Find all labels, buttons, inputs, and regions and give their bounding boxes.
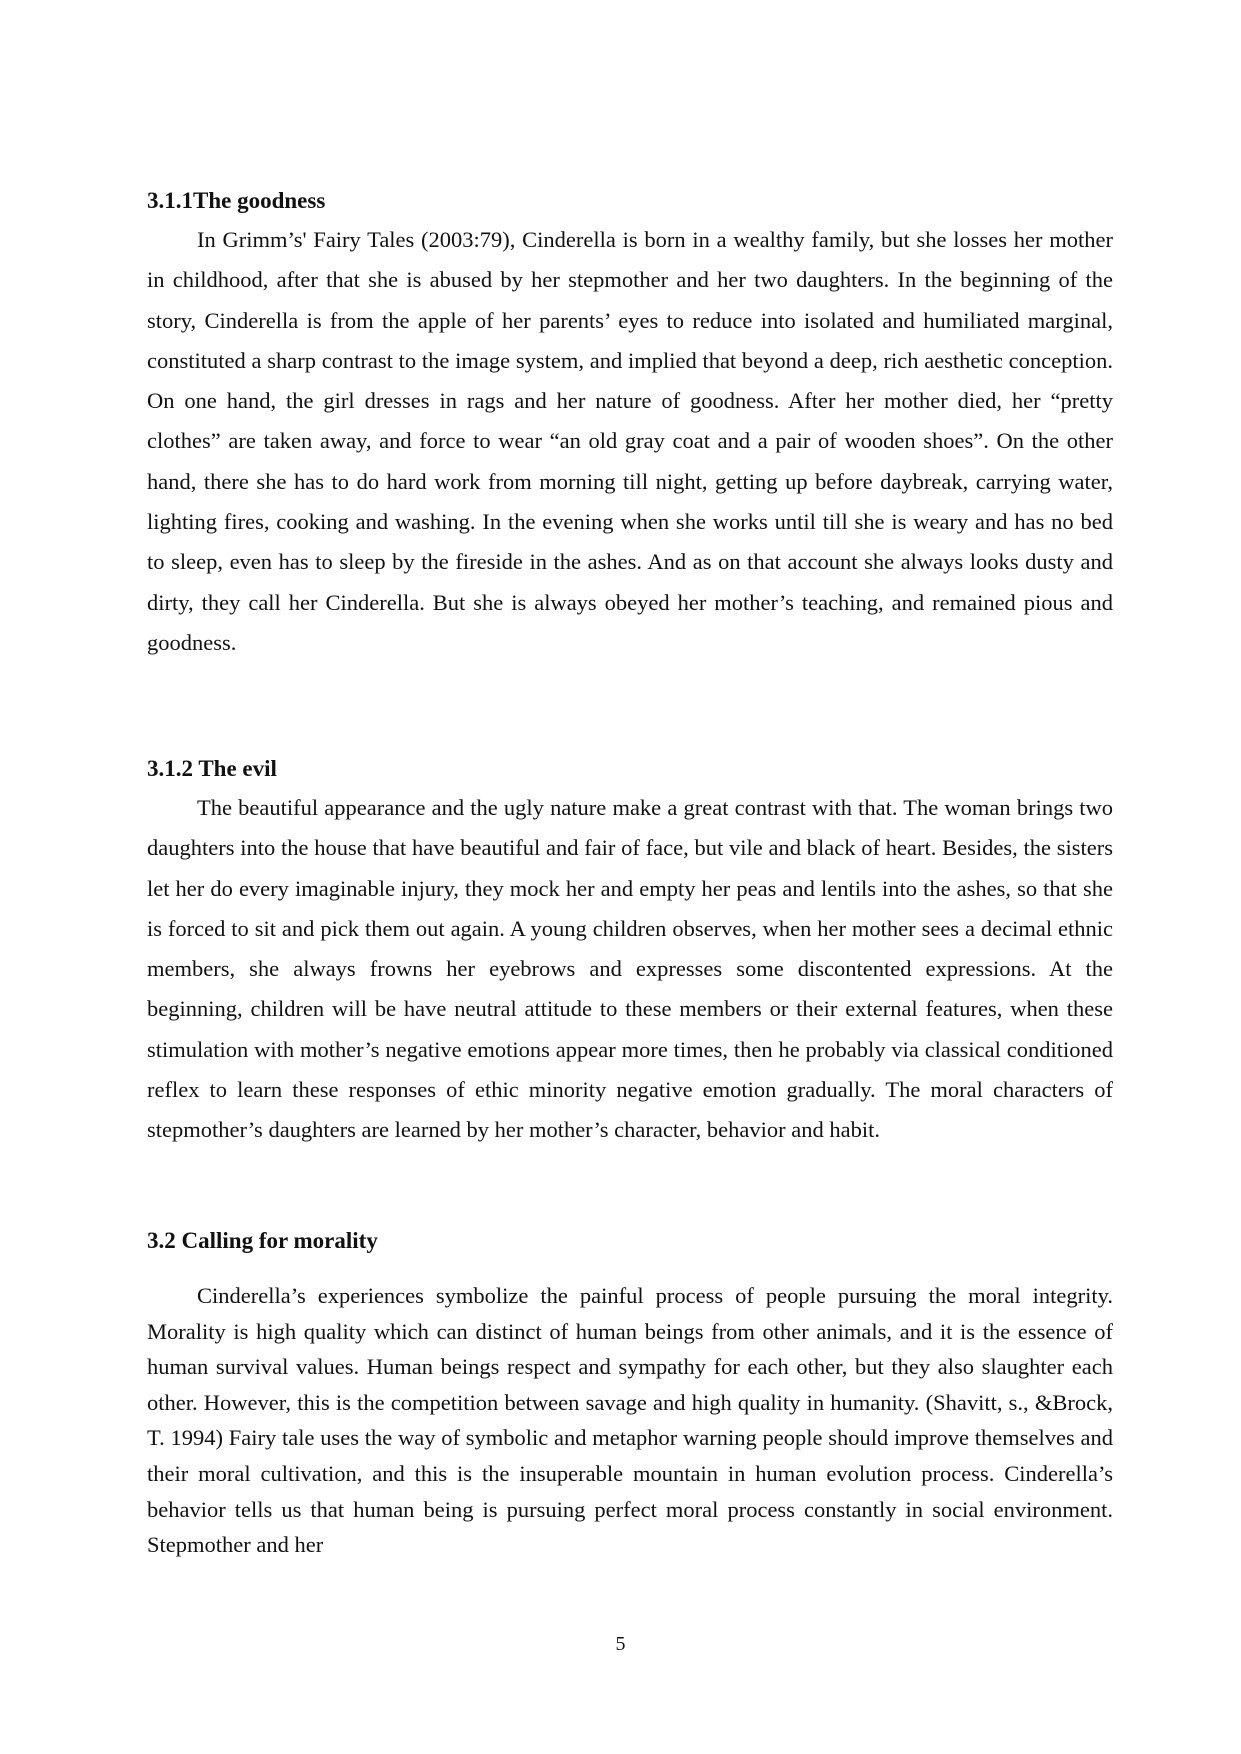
section-calling-for-morality: [147, 1226, 1113, 1563]
section-heading: 3.2 Calling for morality: [147, 1228, 378, 1253]
section-paragraph: In Grimm’s' Fairy Tales (2003:79), Cinderella is born in a wealthy family, but she losses her mother in childhood, after that she is abused by her stepmother and her two daughters. In the beginning of the story, Cinderella is from the apple of her parents’ eyes to reduce into isolated and humiliated marginal, constituted a sharp contrast to the image system, and implied that beyond a deep, rich aesthetic conception. On one hand, the girl dresses in rags and her nature of goodness. After her mother died, her “pretty clothes” are taken away, and force to wear “an old gray coat and a pair of wooden shoes”. On the other hand, there she has to do hard work from morning till night, getting up before daybreak, carrying water, lighting fires, cooking and washing. In the evening when she works until till she is weary and has no bed to sleep, even has to sleep by the fireside in the ashes. And as on that account she always looks dusty and dirty, they call her Cinderella. But she is always obeyed her mother’s teaching, and remained pious and goodness.: [147, 227, 1113, 655]
section-heading: 3.1.2 The evil: [147, 756, 277, 781]
section-heading: 3.1.1The goodness: [147, 188, 326, 213]
page-number: 5: [615, 1633, 626, 1655]
section-paragraph: The beautiful appearance and the ugly nature make a great contrast with that. The woman brings two daughters into the house that have beautiful and fair of face, but vile and black of heart. Besides, the sisters let her do every imaginable injury, they mock her and empty her peas and lentils into the ashes, so that she is forced to sit and pick them out again. A young children observes, when her mother sees a decimal ethnic members, she always frowns her eyebrows and expresses some discontented expressions. At the beginning, children will be have neutral attitude to these members or their external features, when these stimulation with mother’s negative emotions appear more times, then he probably via classical conditioned reflex to learn these responses of ethic minority negative emotion gradually. The moral characters of stepmother’s daughters are learned by her mother’s character, behavior and habit.: [147, 795, 1113, 1143]
section-goodness: [147, 186, 1113, 663]
section-evil: [147, 754, 1113, 1151]
section-paragraph: Cinderella’s experiences symbolize the painful process of people pursuing the moral integrity. Morality is high quality which can distinct of human beings from other animals, and it is the essence of human survival values. Human beings respect and sympathy for each other, but they also slaughter each other. However, this is the competition between savage and high quality in humanity. (Shavitt, s., &Brock, T. 1994) Fairy tale uses the way of symbolic and metaphor warning people should improve themselves and their moral cultivation, and this is the insuperable mountain in human evolution process. Cinderella’s behavior tells us that human being is pursuing perfect moral process constantly in social environment. Stepmother and her: [147, 1283, 1113, 1558]
